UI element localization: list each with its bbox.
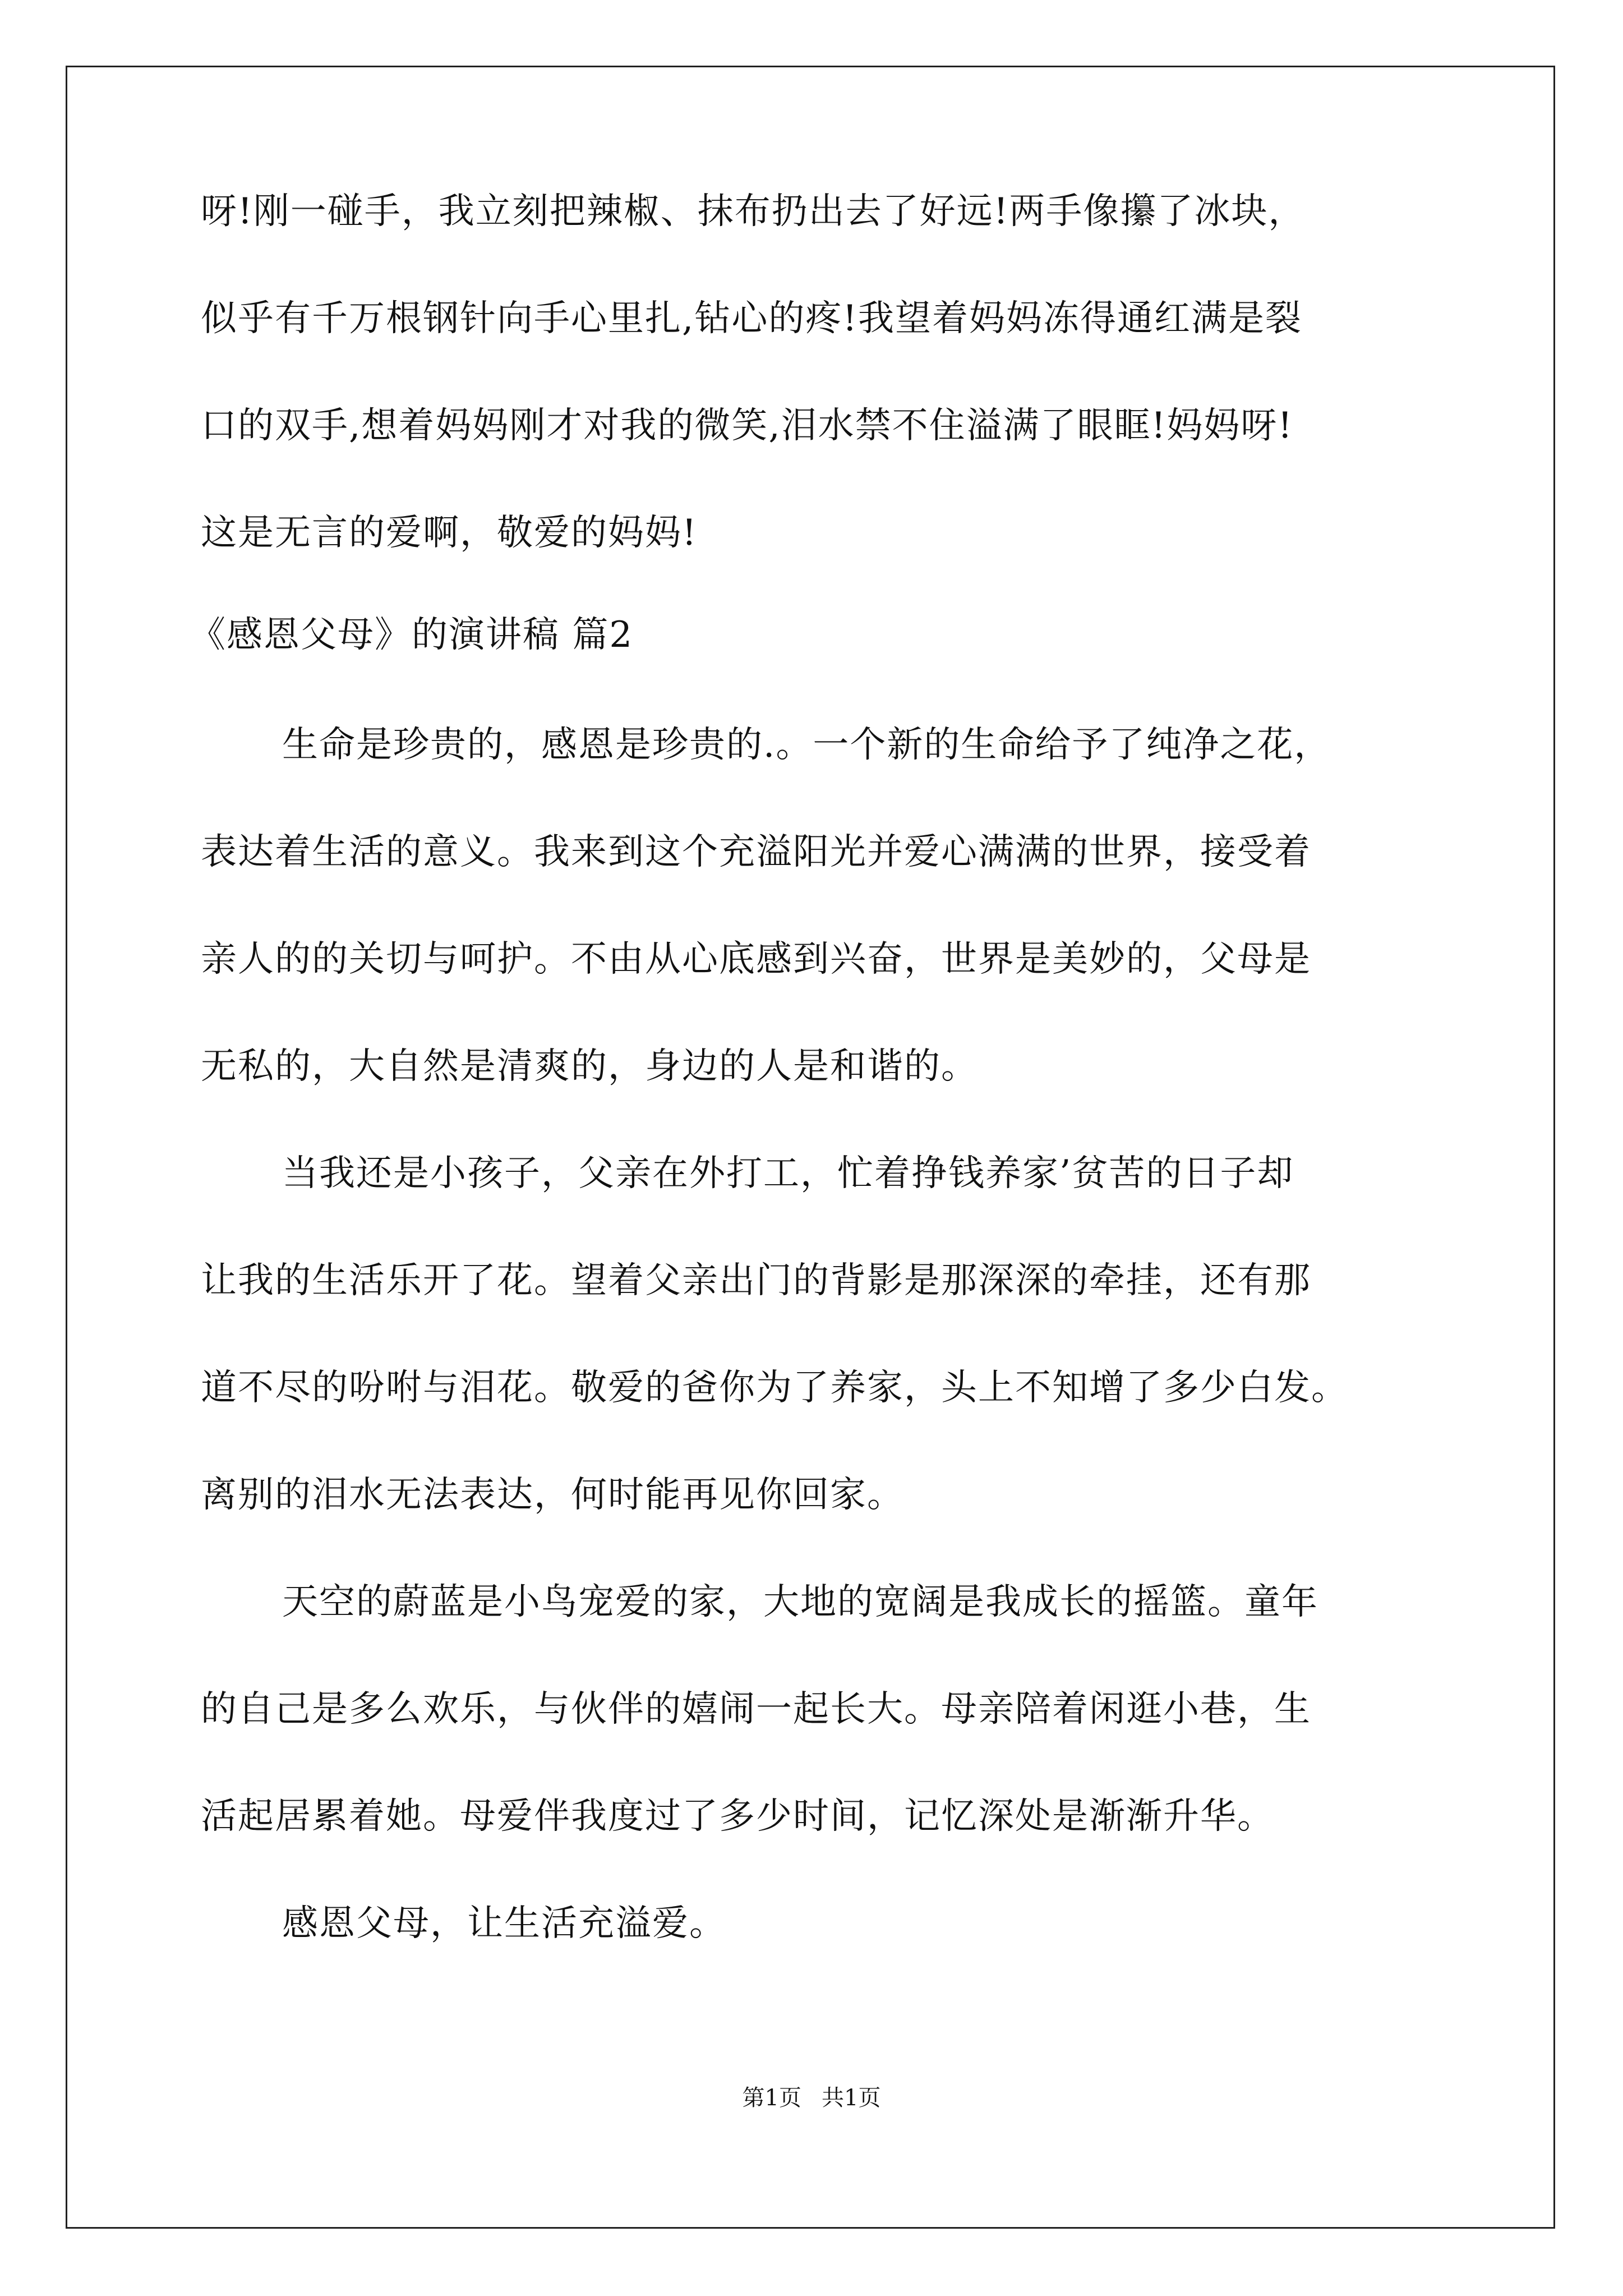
document-body xyxy=(190,191,1435,2013)
page-footer xyxy=(0,2087,1623,2109)
text-line: 呀!刚一碰手，我立刻把辣椒、抹布扔出去了好远!两手像攥了冰块， xyxy=(201,191,1306,232)
text-line: 这是无言的爱啊，敬爱的妈妈! xyxy=(201,512,698,554)
page-total: 共1页 xyxy=(822,2085,881,2111)
page-number: 第1页 xyxy=(742,2085,801,2111)
text-line: 口的双手,想着妈妈刚才对我的微笑,泪水禁不住溢满了眼眶!妈妈呀! xyxy=(201,405,1294,447)
paragraph-first-line: 当我还是小孩子，父亲在外打工，忙着挣钱养家’贫苦的日子却 xyxy=(282,1153,1294,1194)
text-line: 道不尽的吩咐与泪花。敬爱的爸你为了养家，头上不知增了多少白发。 xyxy=(201,1367,1348,1409)
text-line: 离别的泪水无法表达，何时能再见你回家。 xyxy=(201,1474,904,1516)
paragraph-first-line: 生命是珍贵的，感恩是珍贵的.。一个新的生命给予了纯净之花， xyxy=(282,724,1331,766)
text-line: 似乎有千万根钢针向手心里扎,钻心的疼!我望着妈妈冻得通红满是裂 xyxy=(201,298,1303,339)
text-line: 的自己是多么欢乐，与伙伴的嬉闹一起长大。母亲陪着闲逛小巷，生 xyxy=(201,1688,1311,1730)
text-line: 活起居累着她。母爱伴我度过了多少时间，记忆深处是渐渐升华。 xyxy=(201,1796,1274,1837)
paragraph-first-line: 感恩父母，让生活充溢爱。 xyxy=(282,1903,726,1944)
section-heading: 《感恩父母》的演讲稿 篇2 xyxy=(190,614,634,656)
text-line: 表达着生活的意义。我来到这个充溢阳光并爱心满满的世界，接受着 xyxy=(201,831,1311,873)
text-line: 无私的，大自然是清爽的，身边的人是和谐的。 xyxy=(201,1046,978,1087)
paragraph-first-line: 天空的蔚蓝是小鸟宠爱的家，大地的宽阔是我成长的摇篮。童年 xyxy=(282,1581,1318,1623)
text-line: 亲人的的关切与呵护。不由从心底感到兴奋，世界是美妙的，父母是 xyxy=(201,938,1311,980)
text-line: 让我的生活乐开了花。望着父亲出门的背影是那深深的牵挂，还有那 xyxy=(201,1260,1311,1301)
